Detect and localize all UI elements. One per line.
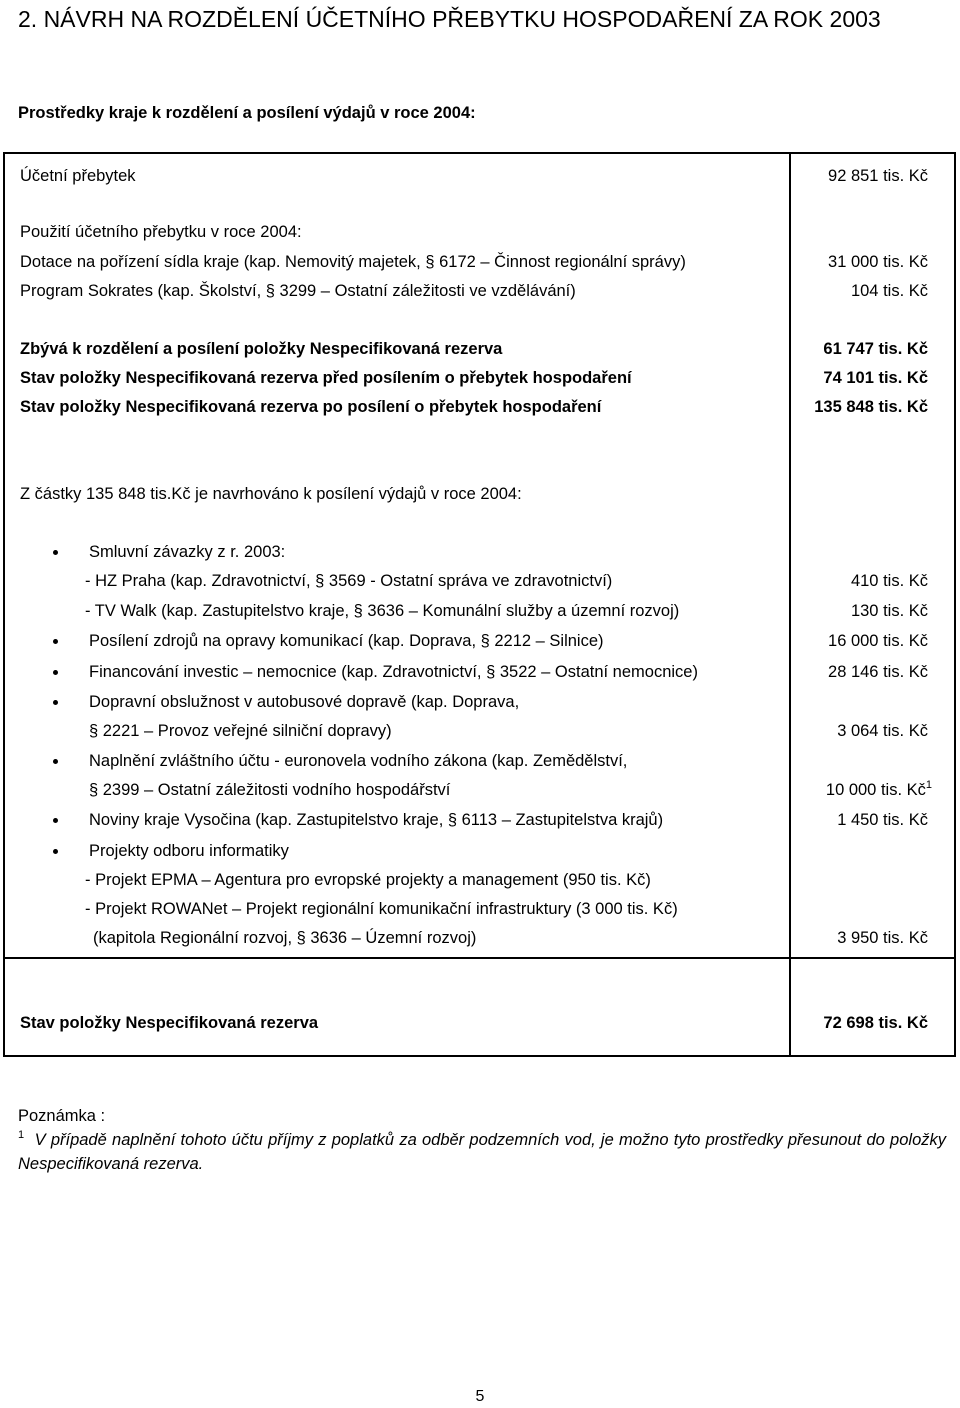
page-title: 2. NÁVRH NA ROZDĚLENÍ ÚČETNÍHO PŘEBYTKU HOSPODAŘENÍ ZA ROK 2003 — [18, 6, 881, 32]
bullet-icon — [53, 550, 58, 555]
bullet-icon — [53, 818, 58, 823]
list-item: § 2399 – Ostatní záležitosti vodního hospodářství 10 000 tis. $Kč^1$ — [89, 779, 932, 799]
row-reserve-before: Stav položky Nespecifikovaná rezerva před posílením o přebytek hospodaření 74 101 tis. Kč — [20, 369, 928, 387]
footnote-heading: Poznámka : — [18, 1107, 106, 1125]
row-usage-heading: Použití účetního přebytku v roce 2004: — [20, 223, 302, 241]
section-subtitle: Prostředky kraje k rozdělení a posílení výdajů v roce 2004: — [18, 104, 476, 122]
list-item: Naplnění zvláštního účtu - euronovela vodního zákona (kap. Zemědělství, — [5, 749, 958, 773]
list-item: - Projekt ROWANet – Projekt regionální komunikační infrastruktury (3 000 tis. Kč) — [85, 900, 678, 918]
budget-table — [3, 152, 956, 1057]
list-item: - Projekt EPMA – Agentura pro evropské projekty a management (950 tis. Kč) — [85, 871, 651, 889]
row-proposal-intro: Z částky 135 848 tis.Kč je navrhováno k posílení výdajů v roce 2004: — [20, 485, 522, 503]
row-remaining: Zbývá k rozdělení a posílení položky Nespecifikovaná rezerva 61 747 tis. Kč — [20, 340, 928, 358]
list-item: (kapitola Regionální rozvoj, § 3636 – Územní rozvoj) 3 950 tis. Kč — [93, 929, 928, 947]
list-item: § 2221 – Provoz veřejné silniční dopravy) 3 064 tis. Kč — [89, 722, 928, 740]
row-final-reserve: Stav položky Nespecifikovaná rezerva 72 698 tis. Kč — [20, 1014, 928, 1032]
row-accounting-surplus: Účetní přebytek 92 851 tis. Kč — [20, 167, 928, 185]
list-item: Financování investic – nemocnice (kap. Zdravotnictví, § 3522 – Ostatní nemocnice) 28 146 tis. Kč — [5, 660, 958, 684]
table-divider — [5, 957, 954, 959]
bullet-icon — [53, 849, 58, 854]
list-item: - HZ Praha (kap. Zdravotnictví, § 3569 - Ostatní správa ve zdravotnictví) 410 tis. Kč — [85, 572, 928, 590]
footnote-text: $^1$ V případě naplnění tohoto účtu příjmy z poplatků za odběr podzemních vod, je možno tyto prostředky přesunout do položky Nespecifikovaná rezerva. — [18, 1129, 946, 1173]
bullet-icon — [53, 670, 58, 675]
list-item: Smluvní závazky z r. 2003: — [5, 540, 958, 564]
footnote-marker: 1 — [925, 779, 932, 791]
row-sokrates: Program Sokrates (kap. Školství, § 3299 – Ostatní záležitosti ve vzdělávání) 104 tis. Kč — [20, 282, 928, 300]
list-item: - TV Walk (kap. Zastupitelstvo kraje, § 3636 – Komunální služby a územní rozvoj) 130 tis. Kč — [85, 602, 928, 620]
row-reserve-after: Stav položky Nespecifikovaná rezerva po posílení o přebytek hospodaření 135 848 tis. Kč — [20, 398, 928, 416]
list-item: Dopravní obslužnost v autobusové dopravě (kap. Doprava, — [5, 690, 958, 714]
list-item: Posílení zdrojů na opravy komunikací (kap. Doprava, § 2212 – Silnice) 16 000 tis. Kč — [5, 629, 958, 653]
row-seat-subsidy: Dotace na pořízení sídla kraje (kap. Nemovitý majetek, § 6172 – Činnost regionální správy) 31 000 tis. Kč — [20, 253, 928, 271]
bullet-icon — [53, 700, 58, 705]
page-number: 5 — [475, 1388, 485, 1405]
footnote — [18, 1104, 946, 1176]
list-item: Projekty odboru informatiky — [5, 839, 958, 863]
list-item: Noviny kraje Vysočina (kap. Zastupitelstvo kraje, § 6113 – Zastupitelstva krajů) 1 450 tis. Kč — [5, 808, 958, 832]
bullet-icon — [53, 759, 58, 764]
bullet-icon — [53, 639, 58, 644]
